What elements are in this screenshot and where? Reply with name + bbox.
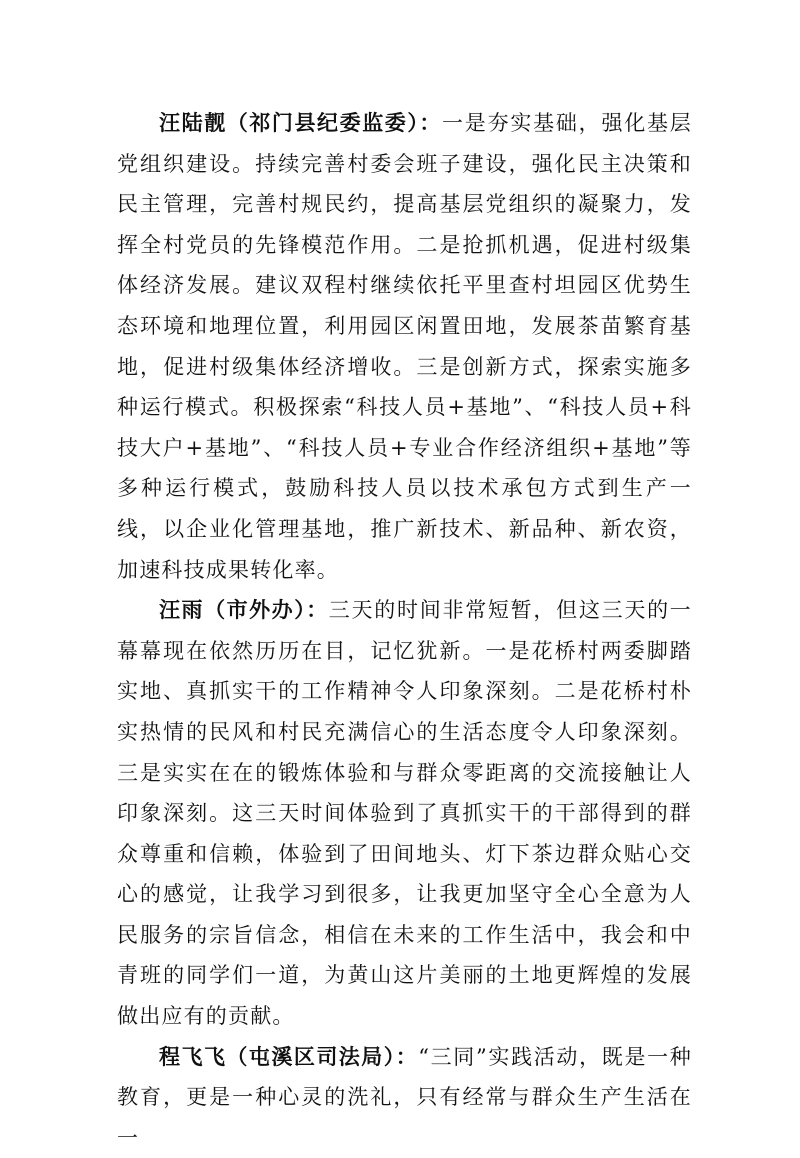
speaker-name: 汪雨（市外办）： — [159, 598, 329, 623]
speaker-name: 程飞飞（屯溪区司法局）： — [159, 1044, 419, 1069]
paragraph-wang-lujing — [117, 103, 692, 590]
paragraph-body: 三天的时间非常短暂，但这三天的一幕幕现在依然历历在目，记忆犹新。一是花桥村两委脚踏实地、真抓实干的工作精神令人印象深刻。二是花桥村朴实热情的民风和村民充满信心的生活态度令人印象深刻。三是实实在在的锻炼体验和与群众零距离的交流接触让人印象深刻。这三天时间体验到了真抓实干的干部得到的群众尊重和信赖，体验到了田间地头、灯下茶边群众贴心交心的感觉，让我学习到很多，让我更加坚守全心全意为人民服务的宗旨信念，相信在未来的工作生活中，我会和中青班的同学们一道，为黄山这片美丽的土地更辉煌的发展做出应有的贡献。 — [117, 598, 692, 1029]
speaker-name: 汪陆靓（祁门县纪委监委）： — [159, 111, 443, 135]
paragraph-body: 一是夯实基础，强化基层党组织建设。持续完善村委会班子建设，强化民主决策和民主管理，完善村规民约，提高基层党组织的凝聚力，发挥全村党员的先锋模范作用。二是抢抓机遇，促进村级集体经济发展。建议双程村继续依托平里查村坦园区优势生态环境和地理位置，利用园区闲置田地，发展茶苗繁育基地，促进村级集体经济增收。三是创新方式，探索实施多种运行模式。积极探索“科技人员+基地”、“科技人员+科技大户+基地”、“科技人员+专业合作经济组织+基地”等多种运行模式，鼓励科技人员以技术承包方式到生产一线，以企业化管理基地，推广新技术、新品种、新农资，加速科技成果转化率。 — [117, 111, 692, 582]
paragraph-wang-yu — [117, 590, 692, 1037]
paragraph-cheng-feifei — [117, 1037, 692, 1158]
paragraph-body: “三同”实践活动，既是一种教育，更是一种心灵的洗礼，只有经常与群众生产生活在一 — [117, 1044, 693, 1150]
